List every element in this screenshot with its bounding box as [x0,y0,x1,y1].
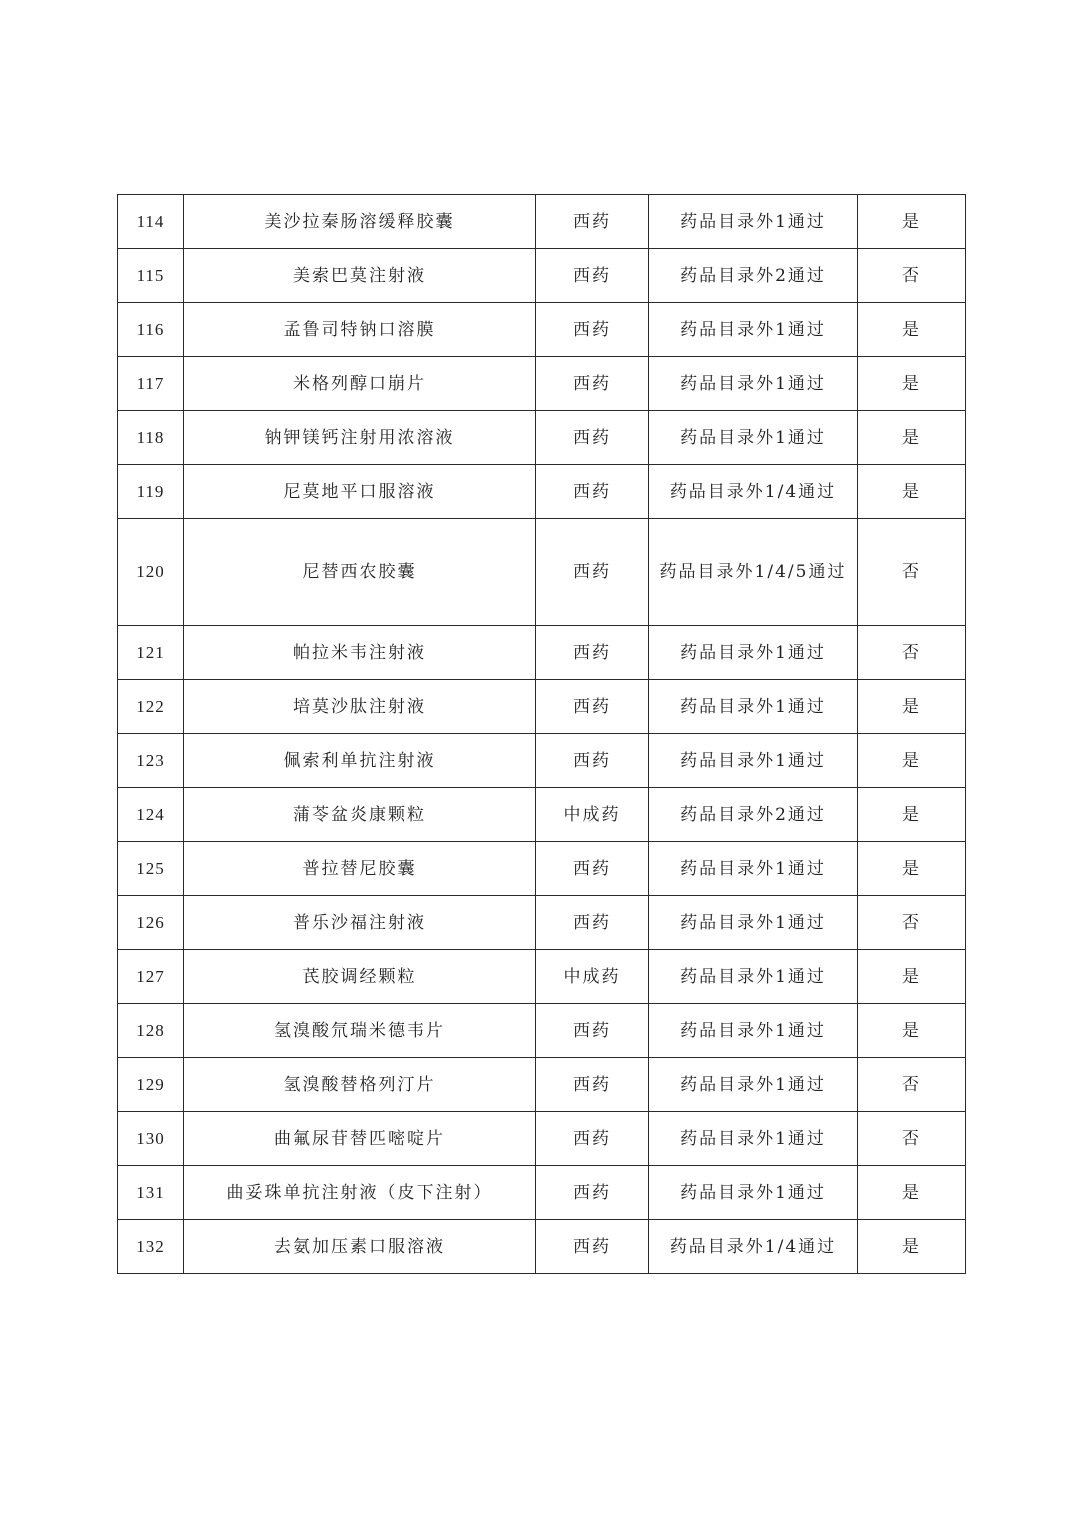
review-result: 是 [858,195,966,249]
review-status: 药品目录外1/4/5通过 [649,519,858,626]
drug-category: 西药 [536,411,649,465]
drug-name: 美索巴莫注射液 [184,249,536,303]
review-status: 药品目录外1通过 [649,411,858,465]
review-status: 药品目录外1/4通过 [649,1220,858,1274]
review-status: 药品目录外1通过 [649,680,858,734]
drug-category: 西药 [536,734,649,788]
review-result: 否 [858,1058,966,1112]
review-status: 药品目录外1通过 [649,950,858,1004]
drug-name: 钠钾镁钙注射用浓溶液 [184,411,536,465]
drug-category: 西药 [536,357,649,411]
row-number: 114 [118,195,184,249]
drug-category: 西药 [536,680,649,734]
row-number: 129 [118,1058,184,1112]
drug-name: 帕拉米韦注射液 [184,626,536,680]
drug-category: 西药 [536,1166,649,1220]
row-number: 124 [118,788,184,842]
drug-category: 中成药 [536,788,649,842]
table-row [118,950,966,1004]
table-row [118,519,966,626]
review-result: 是 [858,788,966,842]
review-status: 药品目录外1/4通过 [649,465,858,519]
drug-category: 西药 [536,249,649,303]
review-result: 是 [858,303,966,357]
drug-name: 普拉替尼胶囊 [184,842,536,896]
drug-category: 西药 [536,896,649,950]
row-number: 126 [118,896,184,950]
review-result: 否 [858,896,966,950]
drug-name: 氢溴酸氘瑞米德韦片 [184,1004,536,1058]
review-status: 药品目录外1通过 [649,1112,858,1166]
row-number: 125 [118,842,184,896]
row-number: 115 [118,249,184,303]
review-result: 是 [858,734,966,788]
table-row [118,411,966,465]
table-row [118,1166,966,1220]
row-number: 127 [118,950,184,1004]
review-status: 药品目录外1通过 [649,1004,858,1058]
table-row [118,249,966,303]
drug-table-body [118,195,966,1274]
table-row [118,626,966,680]
review-status: 药品目录外1通过 [649,303,858,357]
table-row [118,842,966,896]
review-status: 药品目录外1通过 [649,1166,858,1220]
review-result: 否 [858,519,966,626]
table-row [118,195,966,249]
review-result: 否 [858,626,966,680]
review-result: 否 [858,249,966,303]
row-number: 120 [118,519,184,626]
drug-name: 孟鲁司特钠口溶膜 [184,303,536,357]
drug-name: 普乐沙福注射液 [184,896,536,950]
drug-name: 氢溴酸替格列汀片 [184,1058,536,1112]
review-status: 药品目录外1通过 [649,842,858,896]
row-number: 121 [118,626,184,680]
review-status: 药品目录外2通过 [649,788,858,842]
row-number: 130 [118,1112,184,1166]
drug-name: 尼替西农胶囊 [184,519,536,626]
review-status: 药品目录外1通过 [649,896,858,950]
drug-category: 西药 [536,303,649,357]
row-number: 117 [118,357,184,411]
row-number: 131 [118,1166,184,1220]
review-result: 是 [858,465,966,519]
table-row [118,1112,966,1166]
table-row [118,1220,966,1274]
review-status: 药品目录外1通过 [649,626,858,680]
drug-name: 佩索利单抗注射液 [184,734,536,788]
drug-category: 西药 [536,1220,649,1274]
review-result: 是 [858,842,966,896]
drug-category: 西药 [536,195,649,249]
drug-name: 曲妥珠单抗注射液（皮下注射） [184,1166,536,1220]
drug-category: 西药 [536,842,649,896]
drug-category: 西药 [536,519,649,626]
review-status: 药品目录外1通过 [649,357,858,411]
review-result: 否 [858,1112,966,1166]
drug-category: 西药 [536,1004,649,1058]
review-status: 药品目录外2通过 [649,249,858,303]
review-status: 药品目录外1通过 [649,1058,858,1112]
table-row [118,788,966,842]
table-row [118,734,966,788]
drug-category: 西药 [536,1058,649,1112]
table-row [118,1058,966,1112]
review-result: 是 [858,1220,966,1274]
review-result: 是 [858,411,966,465]
review-result: 是 [858,357,966,411]
row-number: 122 [118,680,184,734]
table-row [118,303,966,357]
table-row [118,896,966,950]
review-result: 是 [858,680,966,734]
review-result: 是 [858,950,966,1004]
table-row [118,465,966,519]
row-number: 119 [118,465,184,519]
drug-name: 去氨加压素口服溶液 [184,1220,536,1274]
drug-category: 西药 [536,626,649,680]
review-status: 药品目录外1通过 [649,195,858,249]
drug-name: 芪胶调经颗粒 [184,950,536,1004]
drug-table [117,194,966,1274]
review-result: 是 [858,1166,966,1220]
row-number: 118 [118,411,184,465]
row-number: 116 [118,303,184,357]
row-number: 128 [118,1004,184,1058]
row-number: 132 [118,1220,184,1274]
drug-name: 尼莫地平口服溶液 [184,465,536,519]
table-row [118,1004,966,1058]
table-row [118,357,966,411]
table-row [118,680,966,734]
drug-name: 曲氟尿苷替匹嘧啶片 [184,1112,536,1166]
drug-name: 米格列醇口崩片 [184,357,536,411]
drug-name: 培莫沙肽注射液 [184,680,536,734]
drug-category: 西药 [536,1112,649,1166]
drug-name: 蒲苓盆炎康颗粒 [184,788,536,842]
review-status: 药品目录外1通过 [649,734,858,788]
drug-category: 中成药 [536,950,649,1004]
review-result: 是 [858,1004,966,1058]
drug-category: 西药 [536,465,649,519]
drug-name: 美沙拉秦肠溶缓释胶囊 [184,195,536,249]
row-number: 123 [118,734,184,788]
